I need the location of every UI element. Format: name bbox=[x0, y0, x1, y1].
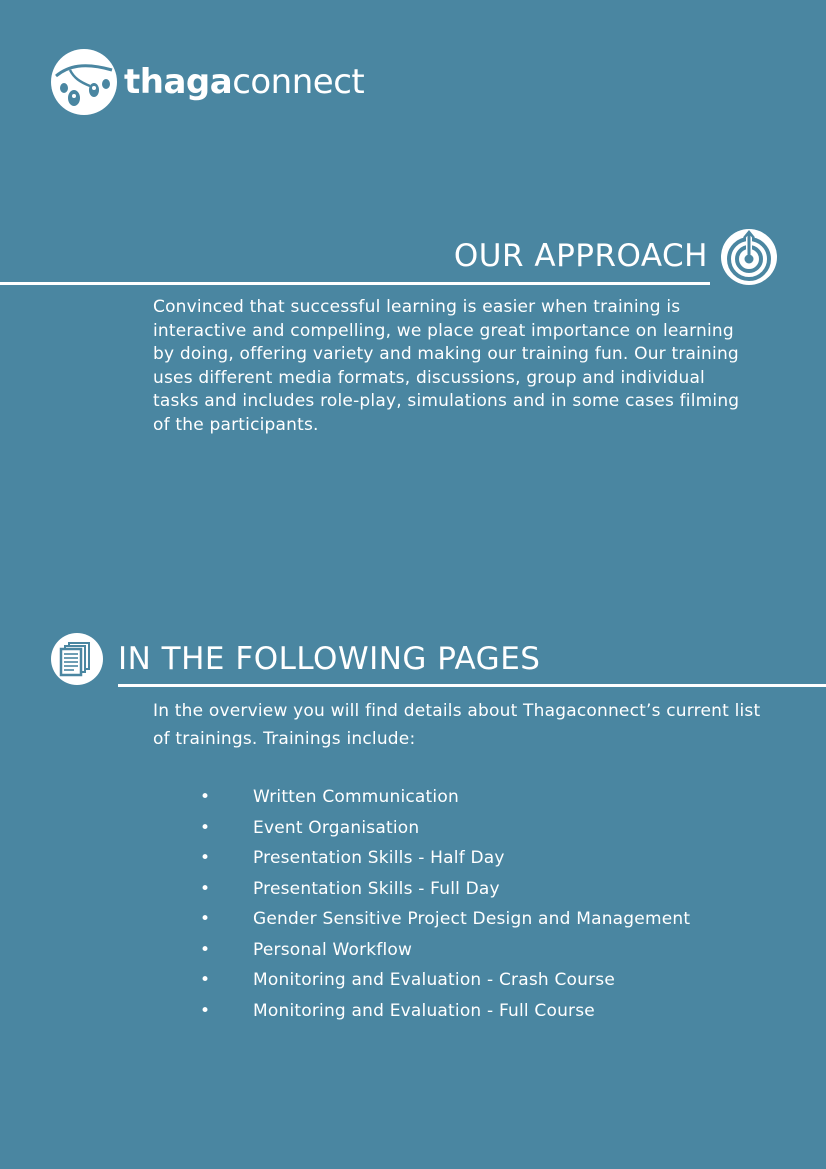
bullet: • bbox=[200, 909, 211, 929]
bullet: • bbox=[200, 878, 211, 899]
bullet: • bbox=[200, 848, 211, 868]
following-pages-intro: In the overview you will find details about Thagaconnect’s current list of trainings. Trainings include: bbox=[153, 701, 761, 749]
list-item bbox=[200, 844, 760, 875]
following-pages-heading: IN THE FOLLOWING PAGES bbox=[118, 641, 541, 677]
list-item bbox=[200, 905, 760, 936]
following-pages-divider bbox=[118, 684, 826, 687]
brand-logo bbox=[50, 48, 365, 118]
approach-paragraph: Convinced that successful learning is easier when training is interactive and compelling, we place great importance on learning by doing, offering variety and making our training fun. Our training uses different media formats, discussions, group and individual tasks and includes role-play, simulations and in some cases filming of the participants. bbox=[153, 297, 740, 435]
approach-divider bbox=[0, 282, 710, 285]
brand-wordmark bbox=[124, 62, 364, 102]
brand-name-bold: thaga bbox=[124, 62, 233, 102]
bullet: • bbox=[200, 787, 211, 807]
training-item-label: Gender Sensitive Project Design and Management bbox=[253, 909, 691, 929]
training-item-label: Presentation Skills - Half Day bbox=[253, 848, 505, 868]
bullet: • bbox=[200, 1000, 211, 1021]
training-item-label: Monitoring and Evaluation - Full Course bbox=[253, 1000, 595, 1021]
target-icon bbox=[720, 228, 778, 286]
list-item bbox=[200, 814, 760, 845]
documents-icon bbox=[50, 632, 104, 686]
list-item bbox=[200, 966, 760, 997]
list-item bbox=[200, 783, 760, 814]
training-item-label: Written Communication bbox=[253, 787, 459, 807]
leaf-circle-logo-icon bbox=[50, 48, 118, 116]
training-item-label: Monitoring and Evaluation - Crash Course bbox=[253, 970, 616, 990]
bullet: • bbox=[200, 970, 211, 990]
bullet: • bbox=[200, 939, 211, 960]
training-list bbox=[200, 783, 760, 1027]
list-item bbox=[200, 875, 760, 906]
bullet: • bbox=[200, 817, 211, 838]
brand-name-light: connect bbox=[232, 62, 365, 102]
training-item-label: Event Organisation bbox=[253, 817, 420, 838]
training-item-label: Presentation Skills - Full Day bbox=[253, 878, 500, 899]
approach-heading: OUR APPROACH bbox=[453, 238, 708, 274]
list-item bbox=[200, 936, 760, 967]
training-item-label: Personal Workflow bbox=[253, 939, 413, 960]
list-item bbox=[200, 997, 760, 1028]
